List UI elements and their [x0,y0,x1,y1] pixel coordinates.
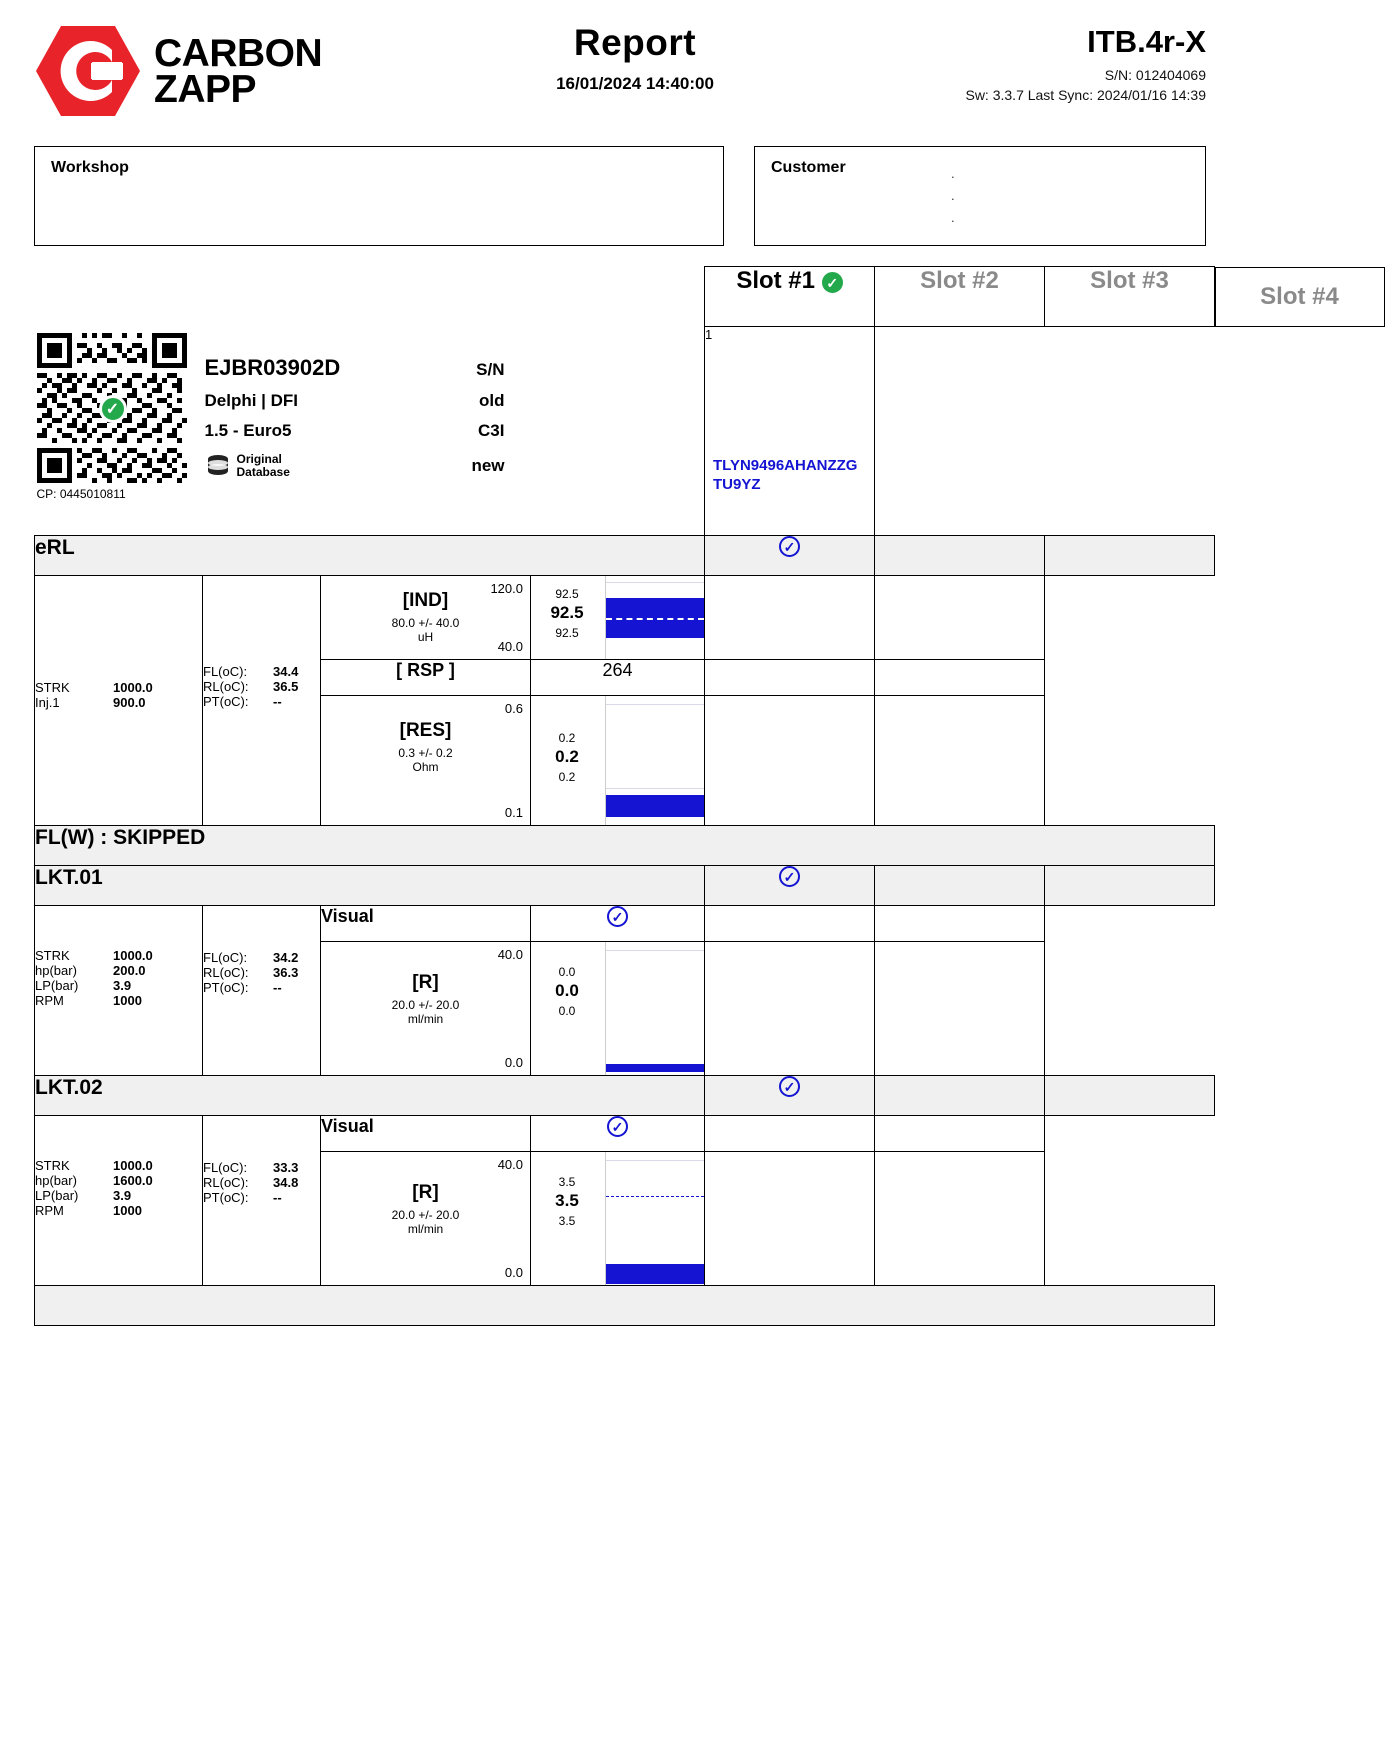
lkt01-visual-label: Visual [321,905,531,941]
erl-res-plot [605,696,704,825]
lkt01-strk [35,948,202,963]
page-title: Report [573,22,697,63]
customer-box [754,146,1206,246]
lkt01-r-values [531,964,603,1019]
lkt02-r-values [531,1174,603,1229]
lkt02-r-val-bot: 3.5 [558,1213,576,1228]
lkt01-r-tolerance: 20.0 +/- 20.0 [391,997,460,1012]
erl-ind-graph [531,575,705,659]
erl-title: eRL [35,535,705,575]
lkt02-visual-slot-3 [875,1115,1045,1151]
erl-strk-value: 1000.0 [113,679,153,695]
lkt01-slot-2-status [875,865,1045,905]
results-table [34,266,1339,1326]
lkt01-pt-key: PT(oC): [203,979,249,995]
erl-rsp-value: 264 [531,659,705,695]
lkt01-rpm [35,993,202,1008]
device-serial: S/N: 012404069 [1104,67,1206,83]
footer-bar-cell [35,1285,1215,1325]
lkt02-strk-value: 1000.0 [113,1157,153,1173]
erl-ind-slot-2 [705,575,875,659]
brand-line-1: CARBON [154,31,323,75]
erl-pt-value: -- [273,693,282,709]
brand-text [154,31,323,111]
erl-ind-param [321,575,531,659]
erl-res-name: [RES] [399,719,452,741]
lkt01-strk-value: 1000.0 [113,947,153,963]
lkt01-slot-3-status [1045,865,1215,905]
lkt02-section-bar [35,1075,1215,1115]
new-label: new [471,456,505,475]
erl-res-tolerance: 0.3 +/- 0.2 [398,745,453,760]
lkt01-r-unit: ml/min [407,1011,444,1026]
lkt02-hp-key: hp(bar) [35,1172,77,1188]
original-database-badge [205,453,290,479]
lkt02-r-graph [531,1151,705,1285]
old-label: old [479,391,505,410]
lkt01-r-slot-2 [705,941,875,1075]
lkt01-fl [203,950,320,965]
erl-res-param [321,695,531,825]
slot-1-code: TLYN9496AHANZZG TU9YZ [713,457,858,493]
lkt02-visual-label: Visual [321,1115,531,1151]
lkt01-rl-value: 36.3 [273,964,299,980]
report-title-block [394,18,876,94]
slot-header-row [35,267,1215,327]
erl-rl-value: 36.5 [273,678,299,694]
erl-rl-key: RL(oC): [203,678,249,694]
lkt01-visual-row [35,905,1215,941]
lkt02-visual-status: ✓ [531,1115,705,1151]
workshop-box [34,146,724,246]
lkt01-hp-key: hp(bar) [35,962,77,978]
slot-header-2[interactable]: Slot #2 [875,267,1045,327]
lkt02-strk-key: STRK [35,1157,70,1173]
lkt02-pt [203,1190,320,1205]
lkt02-rl-key: RL(oC): [203,1174,249,1190]
flw-title: FL(W) : SKIPPED [35,825,1215,865]
erl-inj-key: Inj.1 [35,694,60,710]
slot-1-status-icon: ✓ [822,272,843,293]
database-line-1: Original [236,452,282,467]
lkt01-r-graph [531,941,705,1075]
lkt02-r-val-top: 3.5 [558,1174,576,1189]
erl-ind-plot [605,576,704,659]
lkt01-r-val-top: 0.0 [558,964,576,979]
device-software: Sw: 3.3.7 Last Sync: 2024/01/16 14:39 [965,87,1206,103]
erl-rsp-slot-2 [705,659,875,695]
lkt02-mid-params [203,1115,321,1285]
c3i-label: C3I [478,421,505,440]
erl-mid-params [203,575,321,825]
injector-engine: 1.5 - Euro5 [204,421,292,440]
injector-maker: Delphi | DFI [204,391,299,410]
erl-strk-key: STRK [35,679,70,695]
customer-placeholder-lines: . . . [951,166,955,225]
footer-bar [35,1285,1215,1325]
lkt01-r-min: 0.0 [504,1054,523,1070]
lkt01-fl-key: FL(oC): [203,949,248,965]
lkt02-r-plot [605,1152,704,1285]
report-datetime: 16/01/2024 14:40:00 [556,74,714,93]
lkt02-hp [35,1173,202,1188]
erl-ind-name: [IND] [402,589,449,611]
identification-row [35,327,1215,535]
lkt02-pt-key: PT(oC): [203,1189,249,1205]
lkt02-fl-key: FL(oC): [203,1159,248,1175]
lkt02-r-max: 40.0 [497,1156,523,1172]
lkt01-rpm-key: RPM [35,992,64,1008]
lkt02-fl-value: 33.3 [273,1159,299,1175]
erl-fl-key: FL(oC): [203,663,248,679]
database-line-2: Database [236,465,290,479]
injector-code: EJBR03902D [204,355,341,380]
lkt01-section-bar [35,865,1215,905]
erl-pt [203,694,320,709]
lkt02-visual-slot-2 [705,1115,875,1151]
workshop-label: Workshop [51,159,129,176]
erl-res-val-bot: 0.2 [558,769,576,784]
device-model: ITB.4r-X [1087,24,1206,59]
lkt02-rl-value: 34.8 [273,1174,299,1190]
lkt01-hp-value: 200.0 [113,962,146,978]
erl-inj-value: 900.0 [113,694,146,710]
erl-res-unit: Ohm [412,759,439,774]
lkt01-visual-slot-3 [875,905,1045,941]
erl-fl [203,664,320,679]
erl-ind-row [35,575,1215,659]
slot-2-details [875,327,1045,535]
lkt01-r-max: 40.0 [497,946,523,962]
lkt02-lp [35,1188,202,1203]
lkt02-lp-value: 3.9 [113,1187,132,1203]
lkt01-lp [35,978,202,993]
erl-rl [203,679,320,694]
lkt01-rpm-value: 1000 [113,992,142,1008]
lkt01-title: LKT.01 [35,865,705,905]
brand-line-2: ZAPP [154,67,257,111]
lkt02-r-slot-3 [875,1151,1045,1285]
lkt02-rl [203,1175,320,1190]
slot-3-details [1045,327,1215,535]
lkt01-hp [35,963,202,978]
lkt01-rl-key: RL(oC): [203,964,249,980]
erl-ind-val-top: 92.5 [555,586,579,601]
lkt02-rpm-value: 1000 [113,1202,142,1218]
slot-1-label: Slot #1 [736,267,816,294]
lkt01-fl-value: 34.2 [273,949,299,965]
lkt01-lp-key: LP(bar) [35,977,79,993]
lkt02-strk [35,1158,202,1173]
lkt01-strk-key: STRK [35,947,70,963]
erl-fl-value: 34.4 [273,663,299,679]
erl-ind-val-bot: 92.5 [555,625,579,640]
erl-rsp-slot-3 [875,659,1045,695]
report-header [34,18,1206,130]
lkt01-pt-value: -- [273,979,282,995]
lkt01-pt [203,980,320,995]
lkt02-r-unit: ml/min [407,1221,444,1236]
lkt02-left-params [35,1115,203,1285]
slot-1-details [705,327,875,535]
erl-pt-key: PT(oC): [203,693,249,709]
lkt02-rpm-key: RPM [35,1202,64,1218]
lkt01-left-params [35,905,203,1075]
lkt02-visual-row [35,1115,1215,1151]
lkt01-lp-value: 3.9 [113,977,132,993]
lkt02-pt-value: -- [273,1189,282,1205]
erl-ind-unit: uH [417,629,434,644]
lkt01-r-name: [R] [412,971,439,993]
erl-res-graph [531,695,705,825]
injector-identification [35,327,705,535]
lkt01-visual-slot-2 [705,905,875,941]
cp-number: CP: 0445010811 [36,487,126,501]
erl-ind-tolerance: 80.0 +/- 40.0 [391,615,460,630]
erl-rsp-label: [ RSP ] [321,659,531,695]
lkt02-slot-3-status [1045,1075,1215,1115]
device-info [876,18,1206,103]
erl-res-min: 0.1 [504,804,523,820]
erl-ind-max: 120.0 [490,580,523,596]
qr-code-icon [37,333,187,483]
slot-header-3[interactable]: Slot #3 [1045,267,1215,327]
lkt02-r-val-main: 3.5 [555,1190,579,1210]
erl-ind-min: 40.0 [497,638,523,654]
customer-label: Customer [771,159,846,176]
erl-res-slot-2 [705,695,875,825]
erl-slot-3-status [1045,535,1215,575]
brand-logo [34,18,394,119]
lkt02-rpm [35,1203,202,1218]
lkt01-rl [203,965,320,980]
slot-header-1[interactable] [705,267,875,327]
lkt01-r-plot [605,942,704,1075]
erl-res-values [531,730,603,785]
slot-header-4-wrap [1045,283,1339,328]
lkt02-hp-value: 1600.0 [113,1172,153,1188]
flw-bar [35,825,1215,865]
lkt02-title: LKT.02 [35,1075,705,1115]
lkt01-r-val-main: 0.0 [555,980,579,1000]
lkt01-mid-params [203,905,321,1075]
erl-slot-1-status: ✓ [705,535,875,575]
lkt02-slot-2-status [875,1075,1045,1115]
lkt01-r-slot-3 [875,941,1045,1075]
erl-ind-val-main: 92.5 [550,602,584,622]
erl-left-params [35,575,203,825]
workshop-customer-row [34,146,1206,246]
erl-param-inj [35,695,202,710]
identification-text [205,333,505,501]
lkt02-r-tolerance: 20.0 +/- 20.0 [391,1207,460,1222]
carbon-zapp-logo-icon [34,24,142,119]
database-icon [205,453,231,479]
lkt01-visual-status: ✓ [531,905,705,941]
erl-ind-slot-3 [875,575,1045,659]
erl-res-slot-3 [875,695,1045,825]
lkt02-r-name: [R] [412,1181,439,1203]
erl-res-val-top: 0.2 [558,730,576,745]
erl-section-bar [35,535,1215,575]
qr-verified-icon: ✓ [99,395,127,423]
erl-res-val-main: 0.2 [555,746,579,766]
erl-param-strk [35,680,202,695]
slot-header-spacer [35,267,705,327]
slot-1-number: 1 [705,327,713,342]
slot-header-4[interactable]: Slot #4 [1215,267,1385,327]
lkt02-r-min: 0.0 [504,1264,523,1280]
lkt02-r-slot-2 [705,1151,875,1285]
lkt02-lp-key: LP(bar) [35,1187,79,1203]
lkt01-r-param [321,941,531,1075]
lkt01-slot-1-status: ✓ [705,865,875,905]
erl-res-max: 0.6 [504,700,523,716]
erl-ind-values [531,586,603,641]
sn-label: S/N [476,360,505,379]
erl-slot-2-status [875,535,1045,575]
lkt02-r-param [321,1151,531,1285]
lkt01-r-val-bot: 0.0 [558,1003,576,1018]
lkt02-slot-1-status: ✓ [705,1075,875,1115]
lkt02-fl [203,1160,320,1175]
